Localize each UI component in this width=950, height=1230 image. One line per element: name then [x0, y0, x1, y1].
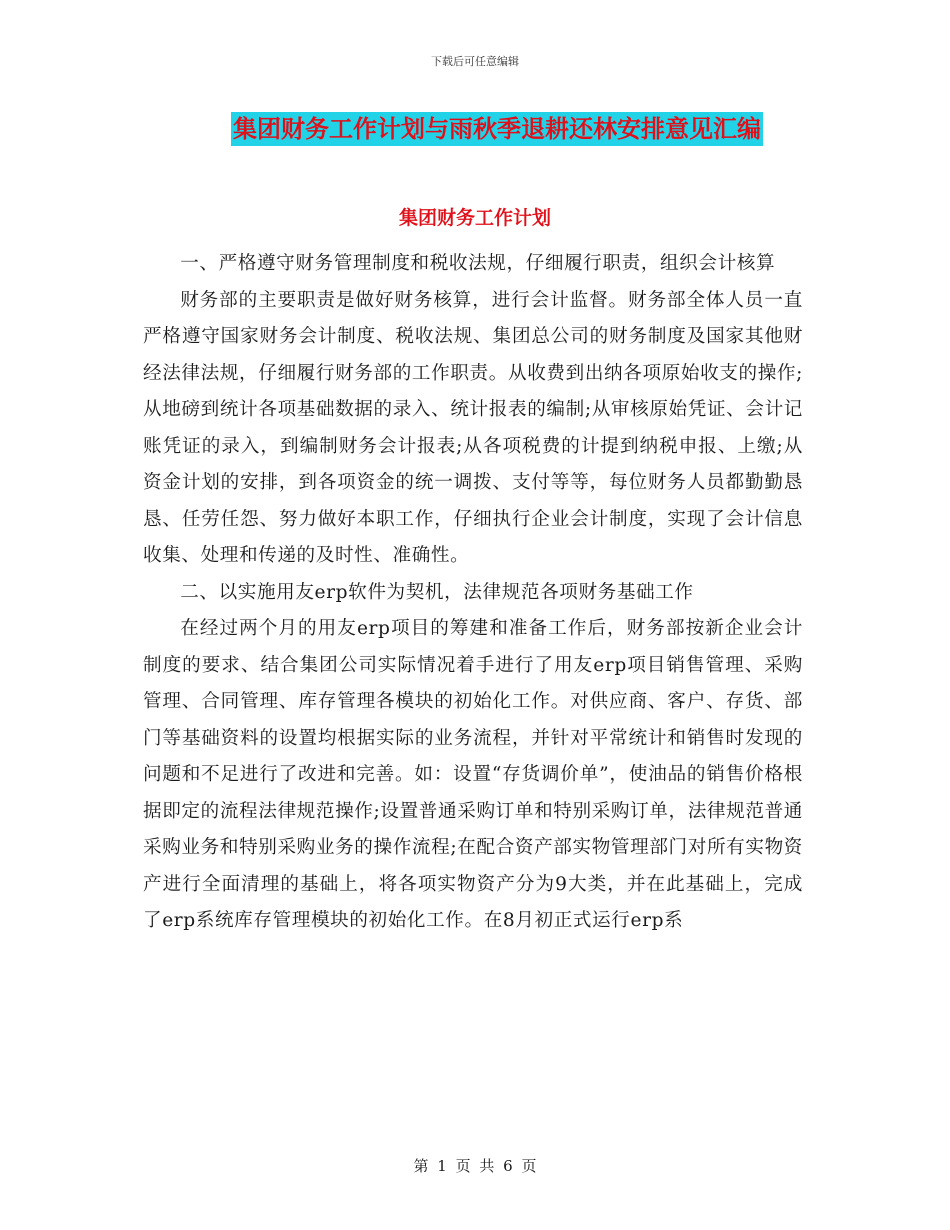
document-title-text: 集团财务工作计划与雨秋季退耕还林安排意见汇编	[231, 112, 763, 146]
body-text	[143, 246, 803, 940]
header-note: 下载后可任意编辑	[431, 55, 519, 68]
section-title: 集团财务工作计划	[398, 207, 551, 229]
document-title	[0, 112, 950, 146]
page-footer: 第 1 页 共 6 页	[413, 1157, 537, 1175]
paragraph-heading-2: 二、以实施用友erp软件为契机，法律规范各项财务基础工作	[180, 581, 694, 603]
paragraph: 财务部的主要职责是做好财务核算，进行会计监督。财务部全体人员一直严格遵守国家财务会计制度、税收法规、集团总公司的财务制度及国家其他财经法律法规，仔细履行财务部的工作职责。从收费到出纳各项原始收支的操作;从地磅到统计各项基础数据的录入、统计报表的编制;从审核原始凭证、会计记账凭证的录入，到编制财务会计报表;从各项税费的计提到纳税申报、上缴;从资金计划的安排，到各项资金的统一调拨、支付等等，每位财务人员都勤勤恳恳、任劳任怨、努力做好本职工作，仔细执行企业会计制度，实现了会计信息收集、处理和传递的及时性、准确性。	[143, 289, 803, 566]
paragraph-heading-1: 一、严格遵守财务管理制度和税收法规，仔细履行职责，组织会计核算	[180, 253, 776, 274]
paragraph: 在经过两个月的用友erp项目的筹建和准备工作后，财务部按新企业会计制度的要求、结合集团公司实际情况着手进行了用友erp项目销售管理、采购管理、合同管理、库存管理各模块的初始化工作。对供应商、客户、存货、部门等基础资料的设置均根据实际的业务流程，并针对平常统计和销售时发现的问题和不足进行了改进和完善。如：设置“存货调价单”，使油品的销售价格根据即定的流程法律规范操作;设置普通采购订单和特别采购订单，法律规范普通采购业务和特别采购业务的操作流程;在配合资产部实物管理部门对所有实物资产进行全面清理的基础上，将各项实物资产分为9大类，并在此基础上，完成了erp系统库存管理模块的初始化工作。在8月初正式运行erp系	[143, 618, 803, 931]
